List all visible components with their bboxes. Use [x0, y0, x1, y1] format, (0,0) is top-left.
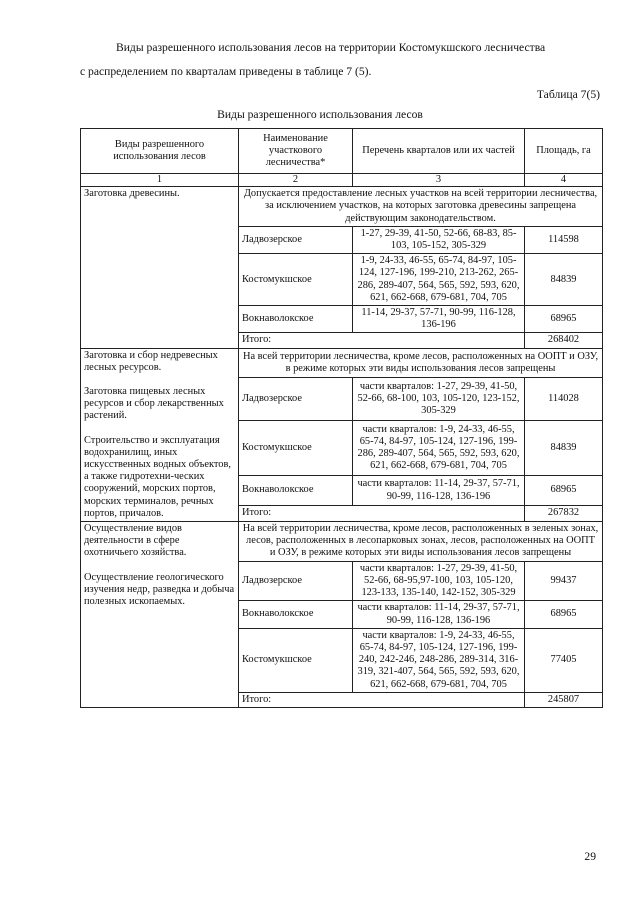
column-number: 1	[81, 174, 239, 187]
group-note-row	[81, 348, 603, 377]
header-area: Площадь, га	[525, 129, 603, 174]
forestry-name: Вокнаволокское	[239, 306, 353, 333]
total-value: 245807	[525, 692, 603, 707]
area-value: 84839	[525, 254, 603, 306]
quarters-list: части кварталов: 1-27, 29-39, 41-50, 52-66, 68-100, 103, 105-120, 123-152, 305-329	[353, 378, 525, 421]
use-type-text: Заготовка пищевых лесных ресурсов и сбор лекарственных растений.	[84, 386, 224, 422]
forestry-name: Костомукшское	[239, 420, 353, 476]
group-note-row	[81, 187, 603, 227]
forestry-name: Ладвозерское	[239, 378, 353, 421]
area-value: 68965	[525, 601, 603, 628]
forestry-name: Костомукшское	[239, 254, 353, 306]
intro-line-1: Виды разрешенного использования лесов на территории Костомукшского лесничества	[116, 41, 546, 54]
use-type-text: Заготовка и сбор недревесных лесных ресурсов.	[84, 349, 218, 373]
use-type-text: Заготовка древесины.	[84, 188, 180, 200]
forestry-name: Вокнаволокское	[239, 601, 353, 628]
forestry-name: Ладвозерское	[239, 561, 353, 601]
quarters-list: 1-9, 24-33, 46-55, 65-74, 84-97, 105-124, 127-196, 199-210, 213-262, 265-286, 289-407, 564, 565, 592, 593, 620, 621, 662-668, 679-681, 704, 705	[353, 254, 525, 306]
forestry-name: Ладвозерское	[239, 226, 353, 253]
area-value: 77405	[525, 628, 603, 692]
column-number: 3	[353, 174, 525, 187]
table-number: Таблица 7(5)	[536, 88, 600, 101]
quarters-list: части кварталов: 1-9, 24-33, 46-55, 65-74, 84-97, 105-124, 127-196, 199-286, 289-407, 564, 565, 592, 593, 620, 621, 662-668, 679-681, 704, 705	[353, 420, 525, 476]
use-types-cell	[81, 522, 239, 708]
forest-use-table	[80, 128, 603, 708]
total-label: Итого:	[239, 333, 525, 348]
forestry-name: Костомукшское	[239, 628, 353, 692]
header-forestry-name: Наименование участкового лесничества*	[239, 129, 353, 174]
header-use-types: Виды разрешенного использования лесов	[81, 129, 239, 174]
use-type-text: Осуществление геологического изучения недр, разведка и добыча полезных ископаемых.	[84, 571, 235, 608]
quarters-list: части кварталов: 1-27, 29-39, 41-50, 52-66, 68-95,97-100, 103, 105-120, 123-133, 135-140, 142-152, 305-329	[353, 561, 525, 601]
quarters-list: части кварталов: 1-9, 24-33, 46-55, 65-74, 84-97, 105-124, 127-196, 199-240, 242-246, 248-286, 289-314, 316-319, 321-407, 564, 565, 592, 593, 620, 621, 662-668, 679-681, 704, 705	[353, 628, 525, 692]
total-label: Итого:	[239, 505, 525, 521]
area-value: 114598	[525, 226, 603, 253]
total-value: 267832	[525, 505, 603, 521]
column-number-row	[81, 174, 603, 187]
area-value: 99437	[525, 561, 603, 601]
quarters-list: части кварталов: 11-14, 29-37, 57-71, 90-99, 116-128, 136-196	[353, 601, 525, 628]
quarters-list: 1-27, 29-39, 41-50, 52-66, 68-83, 85-103, 105-152, 305-329	[353, 226, 525, 253]
header-quarters: Перечень кварталов или их частей	[353, 129, 525, 174]
total-label: Итого:	[239, 692, 525, 707]
area-value: 84839	[525, 420, 603, 476]
use-type-text: Строительство и эксплуатация водохранилищ, иных искусственных водных объектов, а также гидротехни-ческих сооружений, морских портов, морских терминалов, речных портов, причалов.	[84, 434, 231, 519]
page-number: 29	[584, 850, 596, 863]
table-header-row	[81, 129, 603, 174]
area-value: 68965	[525, 476, 603, 505]
quarters-list: 11-14, 29-37, 57-71, 90-99, 116-128, 136-196	[353, 306, 525, 333]
table-title: Виды разрешенного использования лесов	[217, 108, 423, 121]
use-types-cell	[81, 187, 239, 348]
use-type-text: Осуществление видов деятельности в сфере охотничьего хозяйства.	[84, 523, 187, 559]
forestry-name: Вокнаволокское	[239, 476, 353, 505]
intro-line-2: с распределением по кварталам приведены в таблице 7 (5).	[80, 65, 372, 78]
group-note: На всей территории лесничества, кроме лесов, расположенных в зеленых зонах, лесов, расположенных в лесопарковых зонах, лесов, расположенных на ООПТ и ОЗУ, в режиме которых эти виды использования лесов запрещены	[239, 522, 603, 562]
use-types-cell	[81, 348, 239, 521]
column-number: 2	[239, 174, 353, 187]
group-note: Допускается предоставление лесных участков на всей территории лесничества, за исключением участков, на которых заготовка древесины запрещена действующим законодательством.	[239, 187, 603, 227]
area-value: 114028	[525, 378, 603, 421]
quarters-list: части кварталов: 11-14, 29-37, 57-71, 90-99, 116-128, 136-196	[353, 476, 525, 505]
area-value: 68965	[525, 306, 603, 333]
column-number: 4	[525, 174, 603, 187]
group-note-row	[81, 522, 603, 562]
group-note: На всей территории лесничества, кроме лесов, расположенных на ООПТ и ОЗУ, в режиме которых эти виды использования лесов запрещены	[239, 348, 603, 377]
total-value: 268402	[525, 333, 603, 348]
